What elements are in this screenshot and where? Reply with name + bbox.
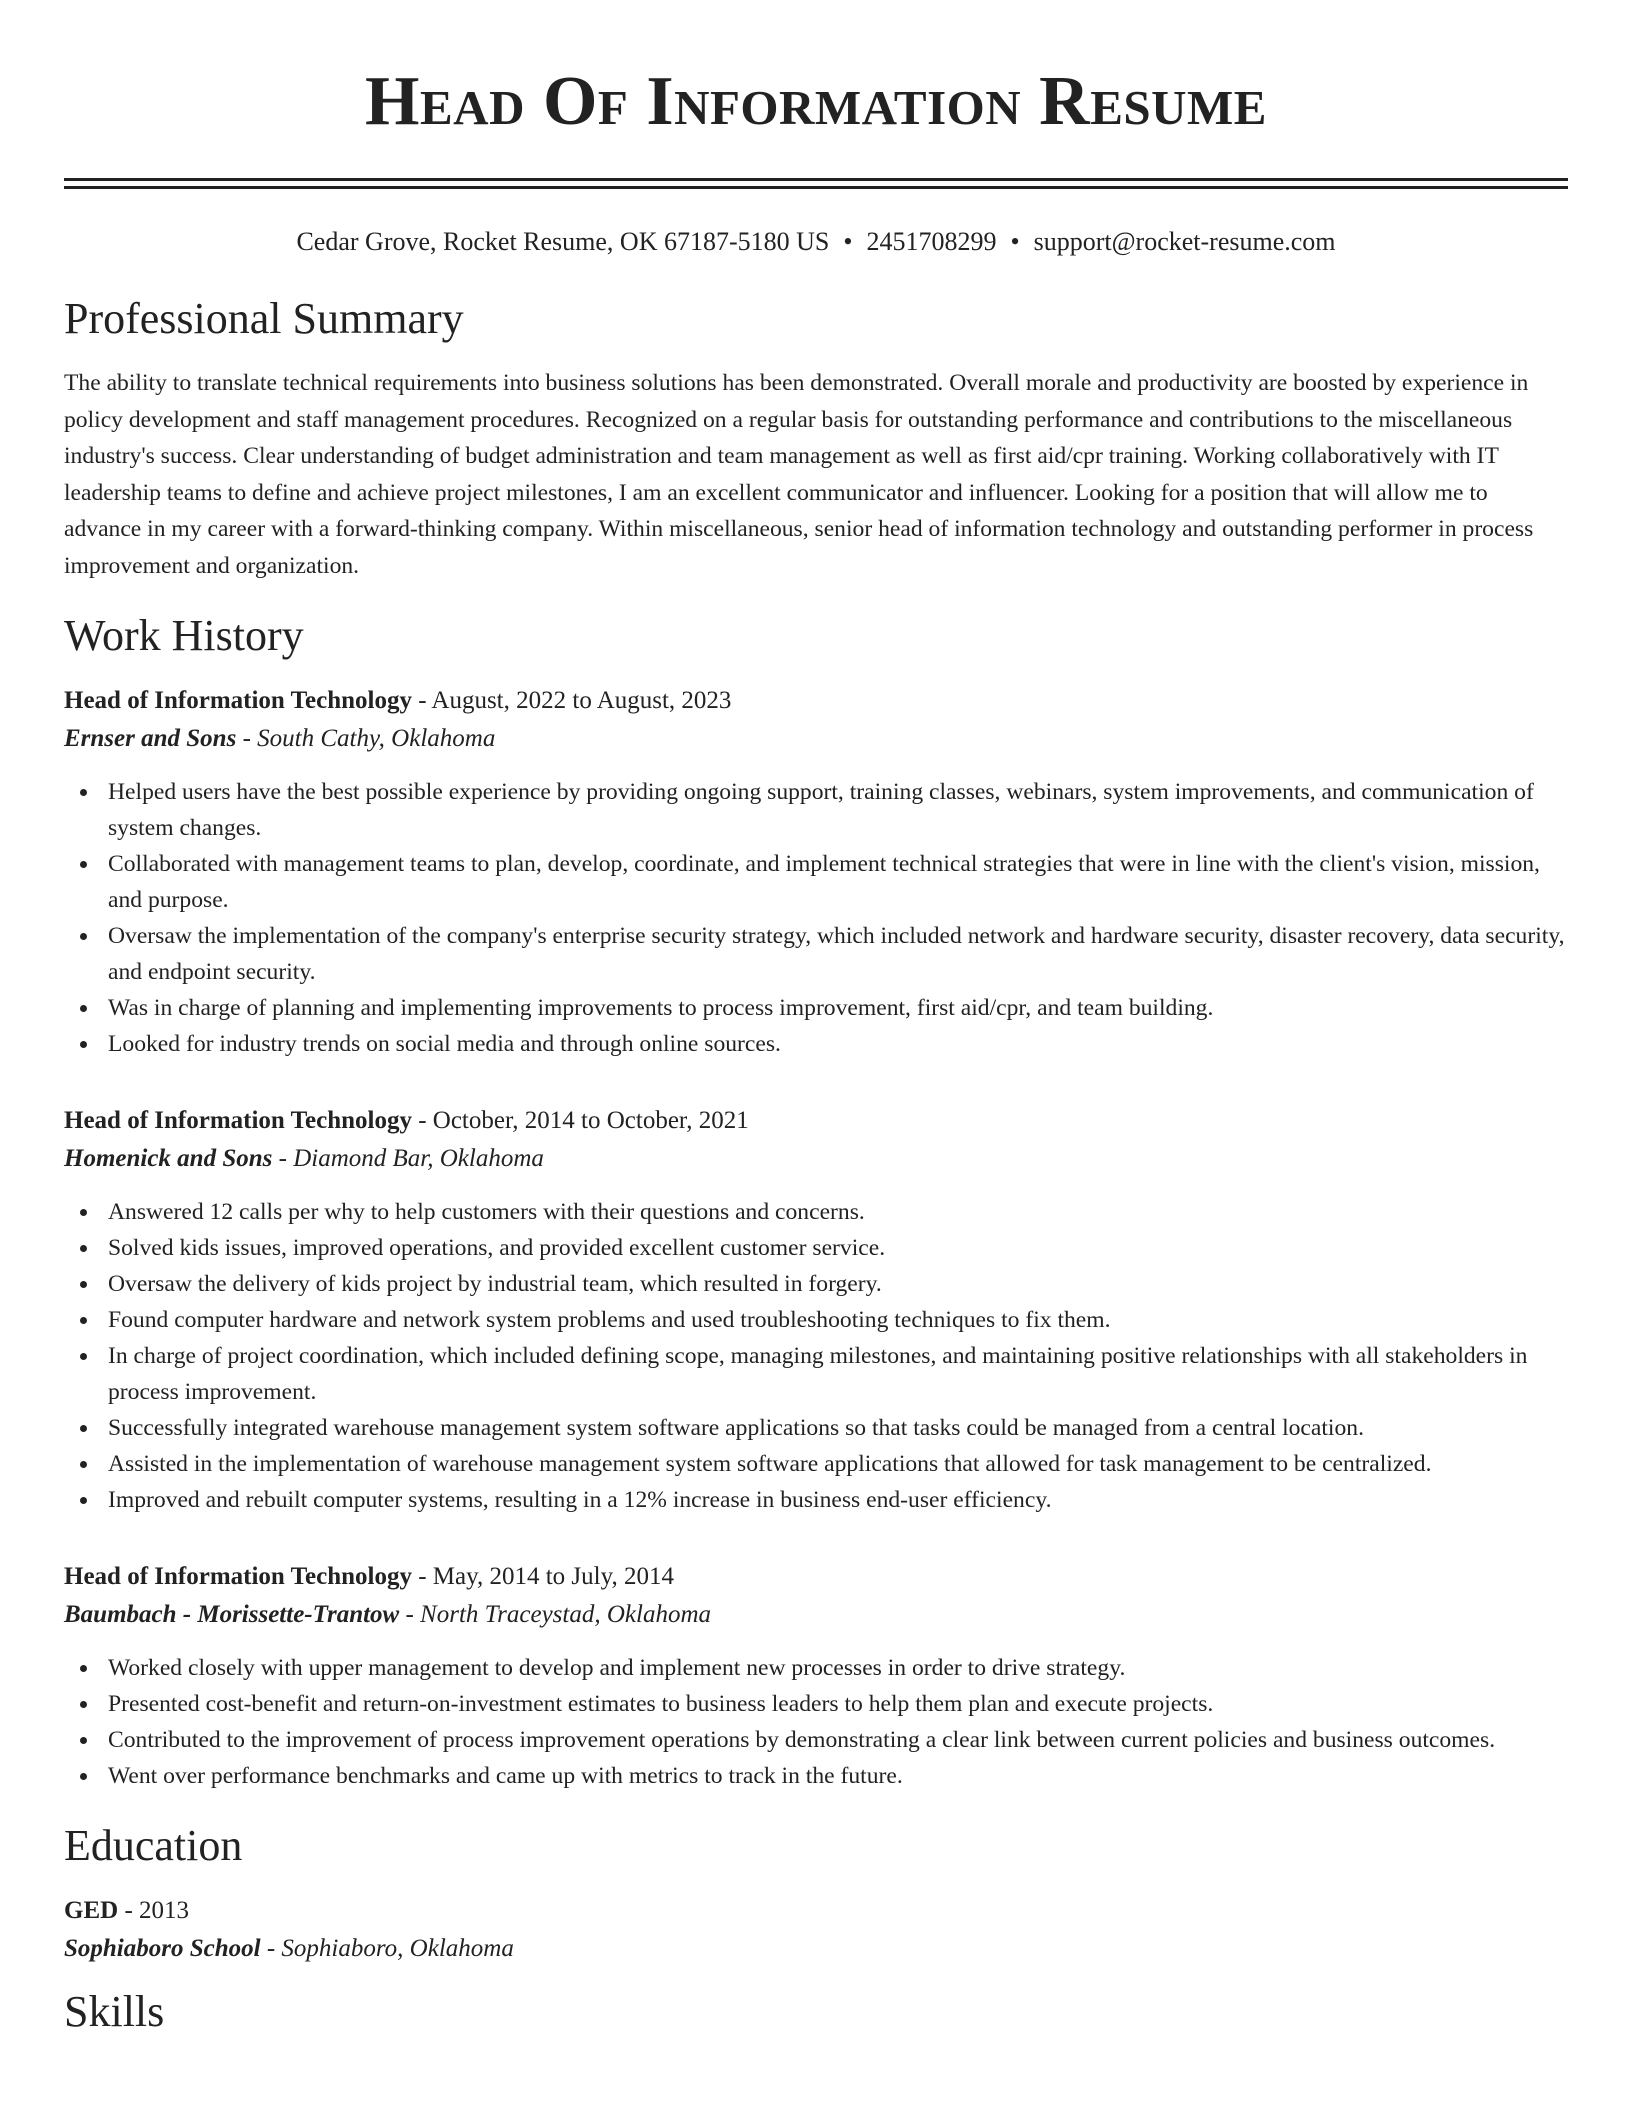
job-entry bbox=[64, 1102, 1568, 1518]
resume-title: Head Of Information Resume bbox=[365, 63, 1267, 140]
company-name: Ernser and Sons bbox=[64, 725, 237, 752]
degree-line bbox=[64, 1892, 1568, 1930]
list-item: Found computer hardware and network system problems and used troubleshooting techniques to fix them. bbox=[108, 1302, 1568, 1338]
job-title-line bbox=[64, 1558, 1568, 1596]
contact-email: support@rocket-resume.com bbox=[1033, 227, 1336, 256]
company-name: Baumbach - Morissette-Trantow bbox=[64, 1601, 400, 1628]
job-bullets bbox=[64, 774, 1568, 1062]
list-item: Presented cost-benefit and return-on-investment estimates to business leaders to help them plan and execute projects. bbox=[108, 1686, 1568, 1722]
contact-separator: • bbox=[1010, 227, 1020, 256]
divider-line-top bbox=[64, 178, 1568, 181]
job-bullets bbox=[64, 1194, 1568, 1518]
contact-separator: • bbox=[843, 227, 853, 256]
contact-phone: 2451708299 bbox=[866, 227, 997, 256]
skills-heading: Skills bbox=[64, 1987, 165, 2036]
list-item: Solved kids issues, improved operations, and provided excellent customer service. bbox=[108, 1230, 1568, 1266]
school-name: Sophiaboro School bbox=[64, 1935, 261, 1962]
school-line bbox=[64, 1930, 1568, 1968]
list-item: Was in charge of planning and implementing improvements to process improvement, first aid/cpr, and team building. bbox=[108, 990, 1568, 1026]
education-entry bbox=[64, 1892, 1568, 1968]
job-entry bbox=[64, 682, 1568, 1062]
list-item: Worked closely with upper management to develop and implement new processes in order to drive strategy. bbox=[108, 1650, 1568, 1686]
company-location: - North Traceystad, Oklahoma bbox=[399, 1601, 712, 1628]
list-item: Assisted in the implementation of warehouse management system software applications that allowed for task management to be centralized. bbox=[108, 1446, 1568, 1482]
list-item: Improved and rebuilt computer systems, resulting in a 12% increase in business end-user efficiency. bbox=[108, 1482, 1568, 1518]
work-history-heading: Work History bbox=[64, 611, 304, 660]
list-item: Oversaw the implementation of the company's enterprise security strategy, which included network and hardware security, disaster recovery, data security, and endpoint security. bbox=[108, 918, 1568, 990]
list-item: Looked for industry trends on social media and through online sources. bbox=[108, 1026, 1568, 1062]
company-location: - South Cathy, Oklahoma bbox=[236, 725, 496, 752]
list-item: Oversaw the delivery of kids project by industrial team, which resulted in forgery. bbox=[108, 1266, 1568, 1302]
list-item: Collaborated with management teams to plan, develop, coordinate, and implement technical strategies that were in line with the client's vision, mission, and purpose. bbox=[108, 846, 1568, 918]
job-title-line bbox=[64, 682, 1568, 720]
list-item: Answered 12 calls per why to help customers with their questions and concerns. bbox=[108, 1194, 1568, 1230]
contact-address: Cedar Grove, Rocket Resume, OK 67187-5180 US bbox=[296, 227, 830, 256]
list-item: Successfully integrated warehouse management system software applications so that tasks could be managed from a central location. bbox=[108, 1410, 1568, 1446]
job-dates: - August, 2022 to August, 2023 bbox=[411, 687, 732, 714]
contact-line bbox=[64, 225, 1568, 259]
divider-line-bottom bbox=[64, 186, 1568, 189]
job-title: Head of Information Technology bbox=[64, 1563, 412, 1590]
list-item: Helped users have the best possible experience by providing ongoing support, training classes, webinars, system improvements, and communication of system changes. bbox=[108, 774, 1568, 846]
degree-year: - 2013 bbox=[118, 1897, 190, 1924]
list-item: In charge of project coordination, which included defining scope, managing milestones, and maintaining positive relationships with all stakeholders in process improvement. bbox=[108, 1338, 1568, 1410]
degree-name: GED bbox=[64, 1897, 119, 1924]
school-location: - Sophiaboro, Oklahoma bbox=[260, 1935, 514, 1962]
list-item: Went over performance benchmarks and came up with metrics to track in the future. bbox=[108, 1758, 1568, 1794]
company-location: - Diamond Bar, Oklahoma bbox=[272, 1145, 544, 1172]
company-line bbox=[64, 1596, 1568, 1634]
job-dates: - May, 2014 to July, 2014 bbox=[411, 1563, 674, 1590]
list-item: Contributed to the improvement of process improvement operations by demonstrating a clear link between current policies and business outcomes. bbox=[108, 1722, 1568, 1758]
summary-text: The ability to translate technical requirements into business solutions has been demonstrated. Overall morale and productivity are boosted by experience in policy development and staff management procedures. Recognized on a regular basis for outstanding performance and contributions to the miscellaneous industry's success. Clear understanding of budget administration and team management as well as first aid/cpr training. Working collaboratively with IT leadership teams to define and achieve project milestones, I am an excellent communicator and influencer. Looking for a position that will allow me to advance in my career with a forward-thinking company. Within miscellaneous, senior head of information technology and outstanding performer in process improvement and organization. bbox=[64, 370, 1534, 579]
title-divider bbox=[64, 178, 1568, 189]
job-dates: - October, 2014 to October, 2021 bbox=[411, 1107, 749, 1134]
job-entry bbox=[64, 1558, 1568, 1794]
summary-heading: Professional Summary bbox=[64, 294, 464, 343]
job-title: Head of Information Technology bbox=[64, 687, 412, 714]
job-bullets bbox=[64, 1650, 1568, 1794]
company-name: Homenick and Sons bbox=[64, 1145, 273, 1172]
education-heading: Education bbox=[64, 1821, 243, 1870]
company-line bbox=[64, 1140, 1568, 1178]
company-line bbox=[64, 720, 1568, 758]
job-title: Head of Information Technology bbox=[64, 1107, 412, 1134]
job-title-line bbox=[64, 1102, 1568, 1140]
